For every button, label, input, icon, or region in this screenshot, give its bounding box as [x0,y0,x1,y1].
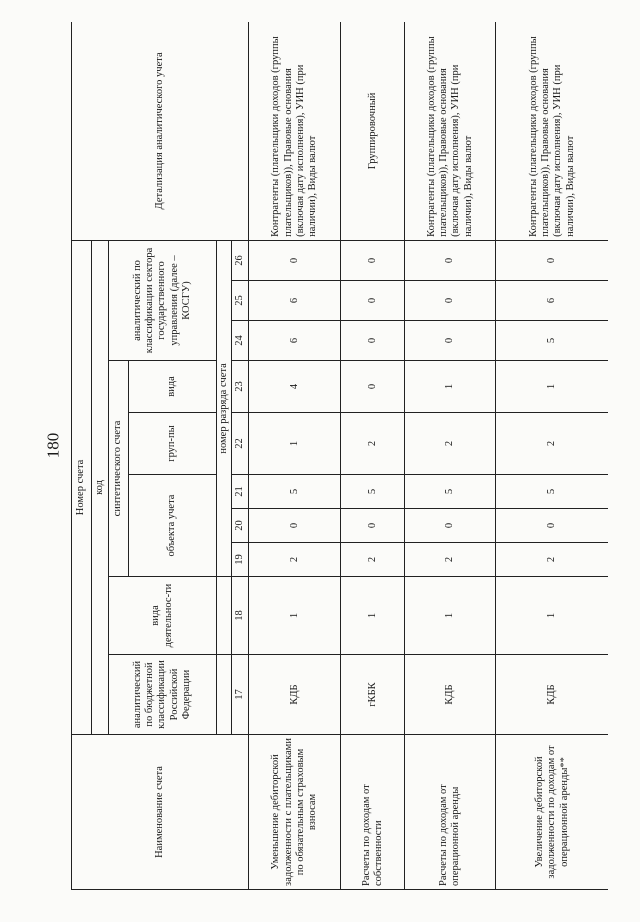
code-cell: 5 [496,321,608,361]
code-cell: 0 [405,509,496,543]
budget-class-header: аналитический по бюджетной классификации Российской Федерации [109,655,217,735]
code-cell: 0 [341,321,405,361]
col-account-number-header: Номер счета [72,240,92,734]
code-cell: 2 [249,543,341,577]
digit-label: 26 [232,240,249,280]
code-cell: 0 [341,509,405,543]
detail-cell: Группировочный [341,22,405,240]
account-table-rotated [71,22,608,890]
detail-cell: Контрагенты (плательщики доходов (группы плательщиков)), Правовые основания (включая дату исполнения), УИН (при наличии), Виды валют [496,22,608,240]
code-cell: 1 [249,577,341,655]
account-name-cell: Увеличение дебиторской задолженности по доходам от операционной аренды** [496,735,608,890]
code-cell: 0 [341,240,405,280]
code-cell: 5 [341,475,405,509]
code-cell: 2 [496,413,608,475]
kosgu-header: аналитический по классификации сектора государственного управления (далее – КОСГУ) [109,240,217,360]
code-cell: 5 [249,475,341,509]
digit-label: 18 [232,577,249,655]
code-cell: 6 [496,281,608,321]
code-cell: 5 [405,475,496,509]
code-cell: 0 [405,281,496,321]
code-cell: 1 [405,361,496,413]
account-name-cell: Расчеты по доходам от собственности [341,735,405,890]
code-cell: 5 [496,475,608,509]
digit-label: 19 [232,543,249,577]
table-row [249,22,341,890]
code-cell: КДБ [405,655,496,735]
detail-cell: Контрагенты (плательщики доходов (группы плательщиков)), Правовые основания (включая дату исполнения), УИН (при наличии), Виды валют [249,22,341,240]
code-cell: 1 [405,577,496,655]
digit-label: 25 [232,281,249,321]
account-name-cell: Уменьшение дебиторской задолженности с плательщиками по обязательным страховым взносам [249,735,341,890]
activity-type-header: вида деятельнос-ти [109,577,217,655]
table-row [496,22,608,890]
table-row [341,22,405,890]
kind-header: вида [129,361,217,413]
table-row [405,22,496,890]
code-cell: 0 [496,240,608,280]
code-cell: КДБ [496,655,608,735]
code-cell: 6 [249,321,341,361]
code-cell: гКБК [341,655,405,735]
page-number: 180 [43,432,63,459]
code-cell: 2 [341,413,405,475]
digit-label: 20 [232,509,249,543]
code-cell: 2 [405,413,496,475]
col-detail-header: Детализация аналитического учета [72,22,249,240]
code-cell: 0 [249,240,341,280]
detail-cell: Контрагенты (плательщики доходов (группы плательщиков)), Правовые основания (включая дату исполнения), УИН (при наличии), Виды валют [405,22,496,240]
code-cell: 0 [405,321,496,361]
code-cell: 0 [405,240,496,280]
code-cell: 0 [249,509,341,543]
code-cell: 0 [496,509,608,543]
digit-label: 24 [232,321,249,361]
digit-label: 22 [232,413,249,475]
code-cell: 1 [249,413,341,475]
code-cell: 6 [249,281,341,321]
digit-label: 17 [232,655,249,735]
account-name-cell: Расчеты по доходам от операционной аренды [405,735,496,890]
group-header: груп-пы [129,413,217,475]
code-cell: 1 [496,577,608,655]
code-cell: 2 [405,543,496,577]
code-cell: 4 [249,361,341,413]
account-object-header: объекта учета [129,475,217,577]
code-cell: 2 [341,543,405,577]
digit-label: 23 [232,361,249,413]
code-cell: 0 [341,361,405,413]
account-table [71,22,608,890]
col-account-name-header: Наименование счета [72,735,249,890]
spacer-cell [217,577,232,655]
digit-label: 21 [232,475,249,509]
digit-number-header: номер разряда счета [217,240,232,576]
code-cell: 0 [341,281,405,321]
code-cell: КДБ [249,655,341,735]
synthetic-account-header: синтетического счета [109,361,129,577]
code-header: код [92,240,109,734]
code-cell: 1 [496,361,608,413]
code-cell: 2 [496,543,608,577]
account-table-frame [71,22,608,890]
spacer-cell [217,655,232,735]
code-cell: 1 [341,577,405,655]
